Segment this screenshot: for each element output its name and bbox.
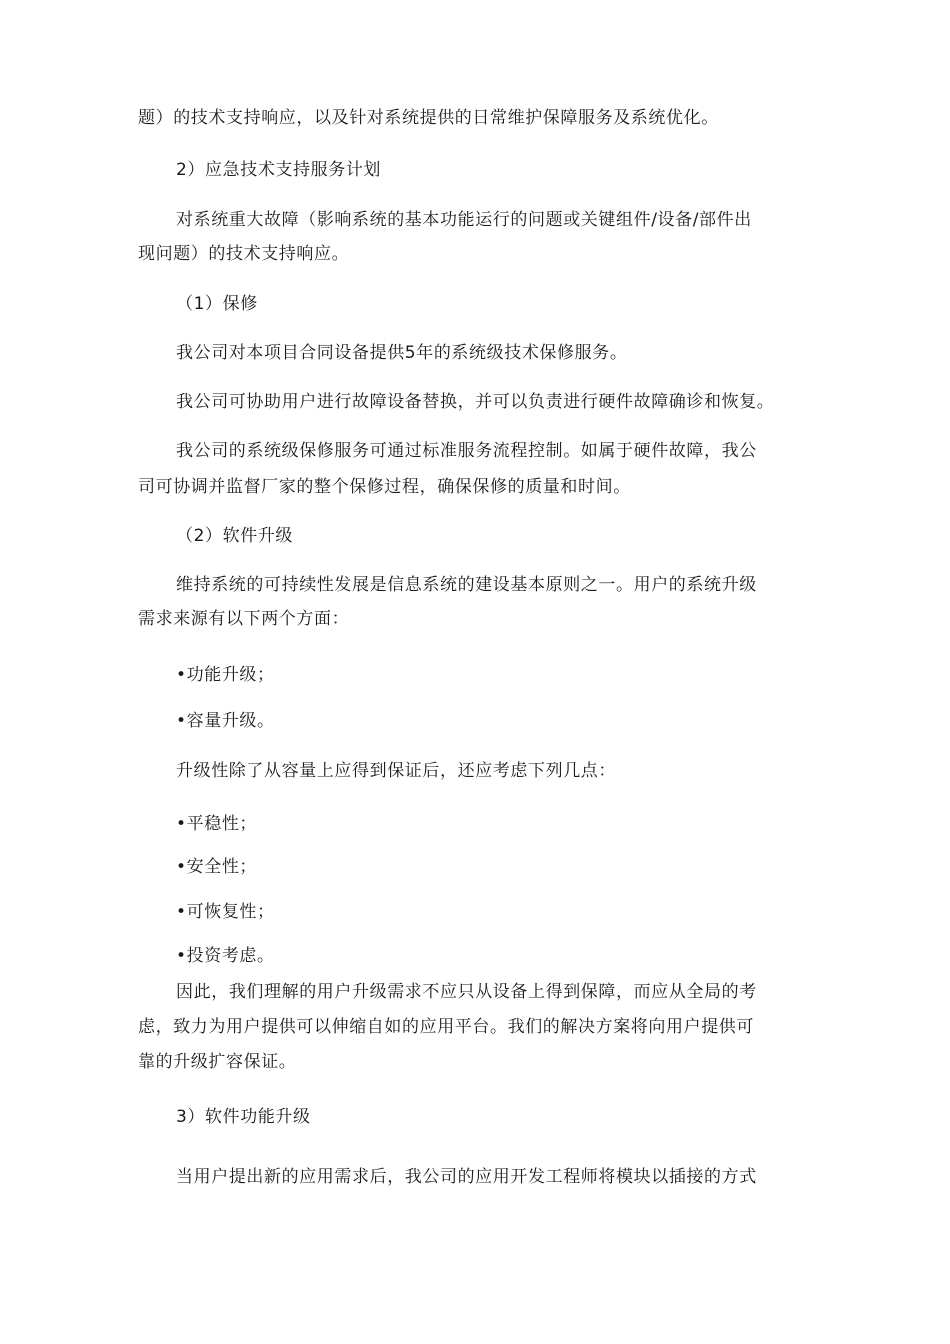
subsection-heading: （2）软件升级 [176, 526, 294, 546]
paragraph-line: 虑，致力为用户提供可以伸缩自如的应用平台。我们的解决方案将向用户提供可 [138, 1017, 754, 1037]
paragraph-line: 维持系统的可持续性发展是信息系统的建设基本原则之一。用户的系统升级 [176, 575, 757, 595]
paragraph-line: 题）的技术支持响应，以及针对系统提供的日常维护保障服务及系统优化。 [138, 108, 719, 128]
paragraph-line: 因此，我们理解的用户升级需求不应只从设备上得到保障，而应从全局的考 [176, 982, 757, 1002]
paragraph-line: 靠的升级扩容保证。 [138, 1052, 297, 1072]
bullet-item: •投资考虑。 [176, 946, 275, 966]
paragraph-line: 当用户提出新的应用需求后，我公司的应用开发工程师将模块以插接的方式 [176, 1167, 757, 1187]
paragraph-line: 我公司对本项目合同设备提供5年的系统级技术保修服务。 [176, 343, 628, 363]
subsection-heading: （1）保修 [176, 294, 258, 314]
section-heading: 2）应急技术支持服务计划 [176, 160, 382, 180]
paragraph-line: 现问题）的技术支持响应。 [138, 244, 350, 264]
section-heading: 3）软件功能升级 [176, 1107, 311, 1127]
paragraph-line: 升级性除了从容量上应得到保证后，还应考虑下列几点： [176, 761, 616, 781]
bullet-item: •容量升级。 [176, 711, 275, 731]
paragraph-line: 对系统重大故障（影响系统的基本功能运行的问题或关键组件/设备/部件出 [176, 210, 752, 230]
bullet-item: •平稳性； [176, 814, 258, 834]
paragraph-line: 需求来源有以下两个方面： [138, 609, 350, 629]
paragraph-line: 司可协调并监督厂家的整个保修过程，确保保修的质量和时间。 [138, 477, 631, 497]
paragraph-line: 我公司可协助用户进行故障设备替换，并可以负责进行硬件故障确诊和恢复。 [176, 392, 775, 412]
bullet-item: •可恢复性； [176, 902, 275, 922]
bullet-item: •功能升级； [176, 665, 275, 685]
bullet-item: •安全性； [176, 857, 258, 877]
paragraph-line: 我公司的系统级保修服务可通过标准服务流程控制。如属于硬件故障，我公 [176, 441, 757, 461]
